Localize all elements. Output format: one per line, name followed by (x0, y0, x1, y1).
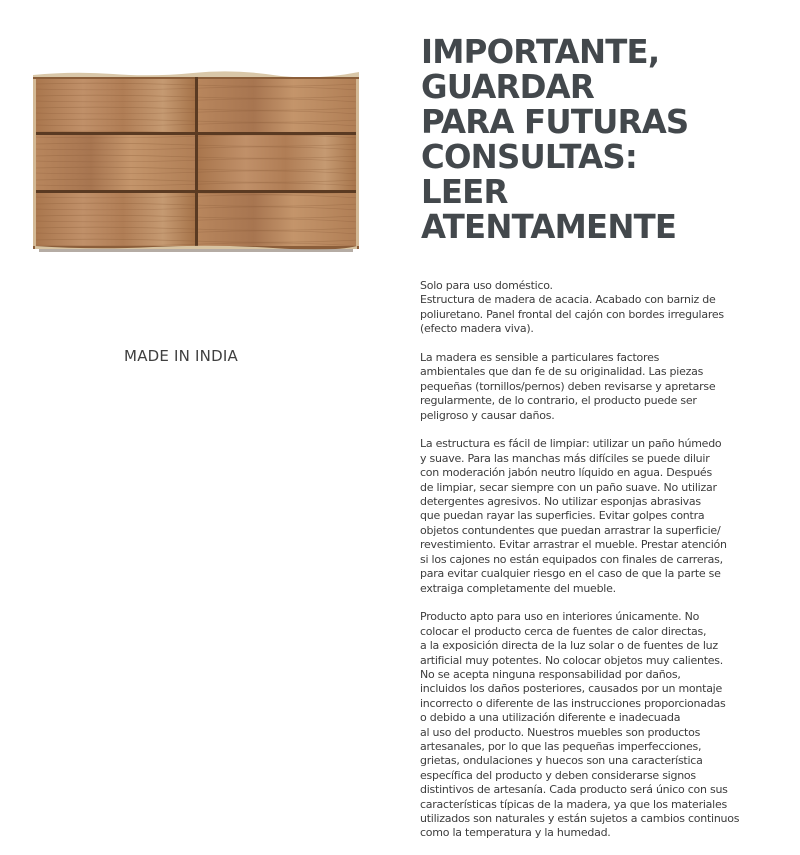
text-line: a la exposición directa de la luz solar o de fuentes de luz (420, 639, 718, 653)
text-line: incorrecto o diferente de las instrucciones proporcionadas (420, 696, 726, 710)
paragraph-indoor-use (420, 610, 780, 841)
text-line: colocar el producto cerca de fuentes de calor directas, (420, 624, 707, 638)
text-line: revestimiento. Evitar arrastrar el mueble. Prestar atención (420, 538, 727, 552)
text-line: artificial muy potentes. No colocar objetos muy calientes. (420, 653, 723, 667)
text-line: como la temperatura y la humedad. (420, 826, 611, 840)
text-line: incluidos los daños posteriores, causados por un montaje (420, 682, 723, 696)
text-line: específica del producto y deben considerarse signos (420, 768, 696, 782)
title-line: PARA FUTURAS (421, 102, 689, 141)
text-line: (efecto madera viva). (420, 322, 534, 336)
text-line: pequeñas (tornillos/pernos) deben revisarse y apretarse (420, 379, 716, 393)
text-line: características típicas de la madera, ya que los materiales (420, 797, 727, 811)
text-line: La estructura es fácil de limpiar: utilizar un paño húmedo (420, 437, 722, 451)
text-line: Producto apto para uso en interiores únicamente. No (420, 610, 700, 624)
text-line: objetos contundentes que puedan arrastrar la superficie/ (420, 523, 721, 537)
text-line: utilizados son naturales y están sujetos a cambios continuos (420, 811, 740, 825)
title-line: ATENTAMENTE (421, 207, 677, 246)
text-line: si los cajones no están equipados con finales de carreras, (420, 552, 723, 566)
page-title (421, 34, 774, 244)
text-line: de limpiar, secar siempre con un paño suave. No utilizar (420, 480, 717, 494)
text-line: artesanales, por lo que las pequeñas imperfecciones, (420, 739, 702, 753)
text-line: Estructura de madera de acacia. Acabado con barniz de (420, 293, 716, 307)
text-line: que puedan rayar las superficies. Evitar golpes contra (420, 509, 705, 523)
text-line: con moderación jabón neutro líquido en agua. Después (420, 466, 712, 480)
text-line: peligroso y causar daños. (420, 408, 555, 422)
text-line: distintivos de artesanía. Cada producto será único con sus (420, 783, 728, 797)
origin-label: MADE IN INDIA (124, 347, 238, 365)
text-line: grietas, ondulaciones y huecos son una característica (420, 754, 703, 768)
paragraph-usage (420, 279, 780, 337)
paragraph-wood-sensitivity (420, 351, 780, 423)
text-line: detergentes agresivos. No utilizar esponjas abrasivas (420, 495, 701, 509)
text-line: No se acepta ninguna responsabilidad por daños, (420, 667, 681, 681)
text-line: al uso del producto. Nuestros muebles son productos (420, 725, 701, 739)
text-line: poliuretano. Panel frontal del cajón con bordes irregulares (420, 307, 724, 321)
text-line: regularmente, de lo contrario, el producto puede ser (420, 394, 697, 408)
dresser-drawing (33, 69, 359, 253)
text-line: y suave. Para las manchas más difíciles se puede diluir (420, 451, 710, 465)
title-line: CONSULTAS: (421, 137, 638, 176)
text-line: extraiga completamente del mueble. (420, 581, 616, 595)
title-line: LEER (421, 172, 508, 211)
text-line: La madera es sensible a particulares factores (420, 351, 660, 365)
text-line: o debido a una utilización diferente e inadecuada (420, 711, 681, 725)
text-line: ambientales que dan fe de su originalidad. Las piezas (420, 365, 704, 379)
wooden-dresser-image (33, 69, 359, 253)
title-line: GUARDAR (421, 67, 595, 106)
text-line: para evitar cualquier riesgo en el caso de que la parte se (420, 567, 721, 581)
title-line: IMPORTANTE, (421, 32, 660, 71)
text-line: Solo para uso doméstico. (420, 279, 553, 292)
instructions-text (420, 279, 780, 855)
paragraph-cleaning (420, 437, 780, 595)
